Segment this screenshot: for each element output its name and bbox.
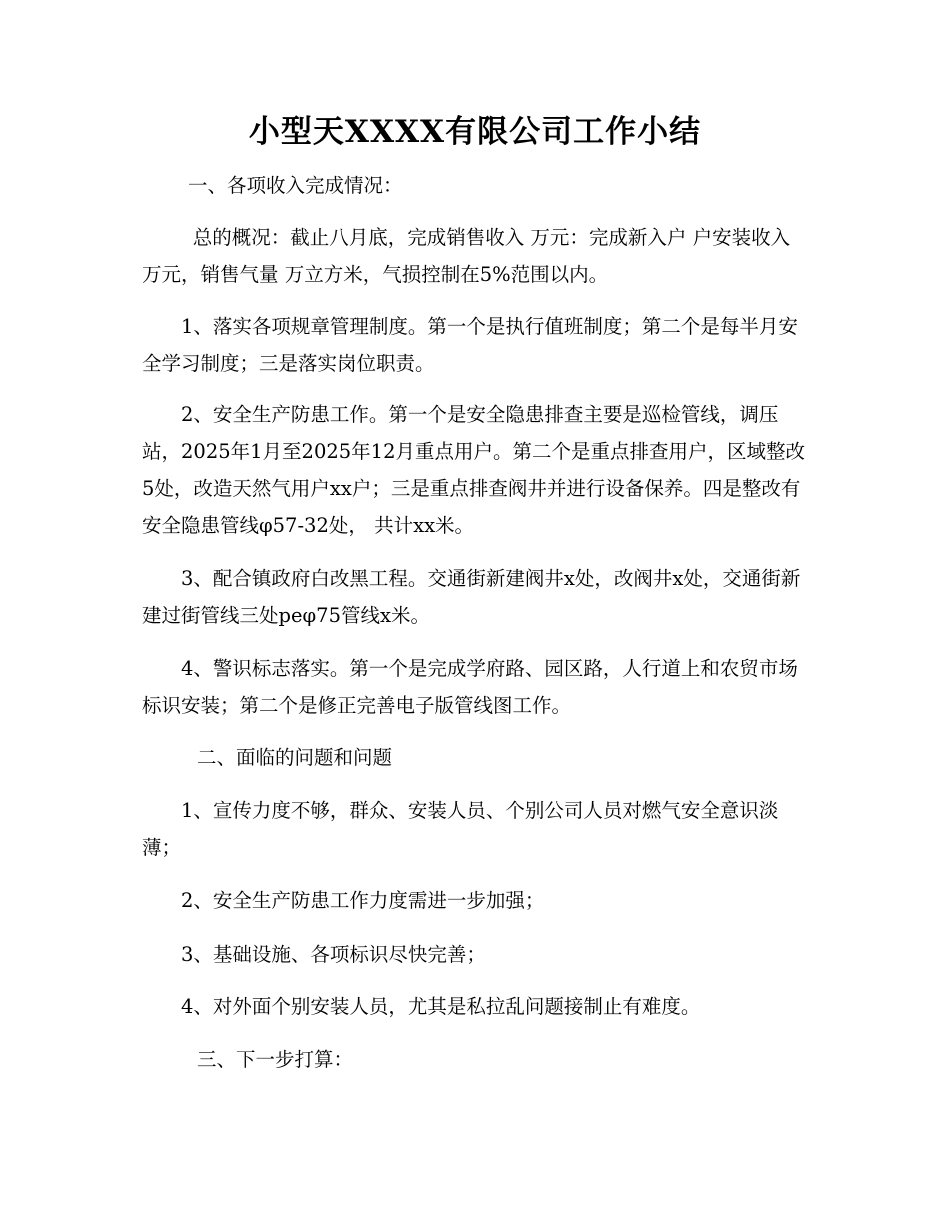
section-heading-1: 一、各项收入完成情况：: [188, 174, 403, 197]
income-item-3: 3、配合镇政府白改黑工程。交通街新建阀井x处，改阀井x处，交通街新建过街管线三处peφ75管线x米。: [142, 567, 801, 627]
section-heading-3: 三、下一步打算：: [197, 1048, 354, 1071]
problem-item-1: 1、宣传力度不够，群众、安装人员、个别公司人员对燃气安全意识淡薄；: [142, 799, 779, 859]
section-heading-2: 二、面临的问题和问题: [197, 746, 393, 769]
overview-paragraph: 总的概况：截止八月底，完成销售收入 万元：完成新入户 户安装收入 万元，销售气量 万立方米，气损控制在5%范围以内。: [142, 226, 791, 286]
income-item-4: 4、警识标志落实。第一个是完成学府路、园区路，人行道上和农贸市场标识安装；第二个是修正完善电子版管线图工作。: [142, 657, 798, 717]
problem-item-3: 3、基础设施、各项标识尽快完善；: [181, 943, 486, 966]
income-item-2: 2、安全生产防患工作。第一个是安全隐患排查主要是巡检管线，调压站，2025年1月至2025年12月重点用户。第二个是重点排查用户，区域整改5处，改造天然气用户xx户；三是重点排查阀井并进行设备保养。四是整改有安全隐患管线φ57-32处， 共计xx米。: [142, 403, 805, 537]
document-title: 小型天XXXX有限公司工作小结: [248, 114, 702, 150]
problem-item-2: 2、安全生产防患工作力度需进一步加强；: [181, 889, 545, 912]
problem-item-4: 4、对外面个别安装人员，尤其是私拉乱问题接制止有难度。: [181, 995, 701, 1018]
income-item-1: 1、落实各项规章管理制度。第一个是执行值班制度；第二个是每半月安全学习制度；三是落实岗位职责。: [142, 315, 798, 375]
